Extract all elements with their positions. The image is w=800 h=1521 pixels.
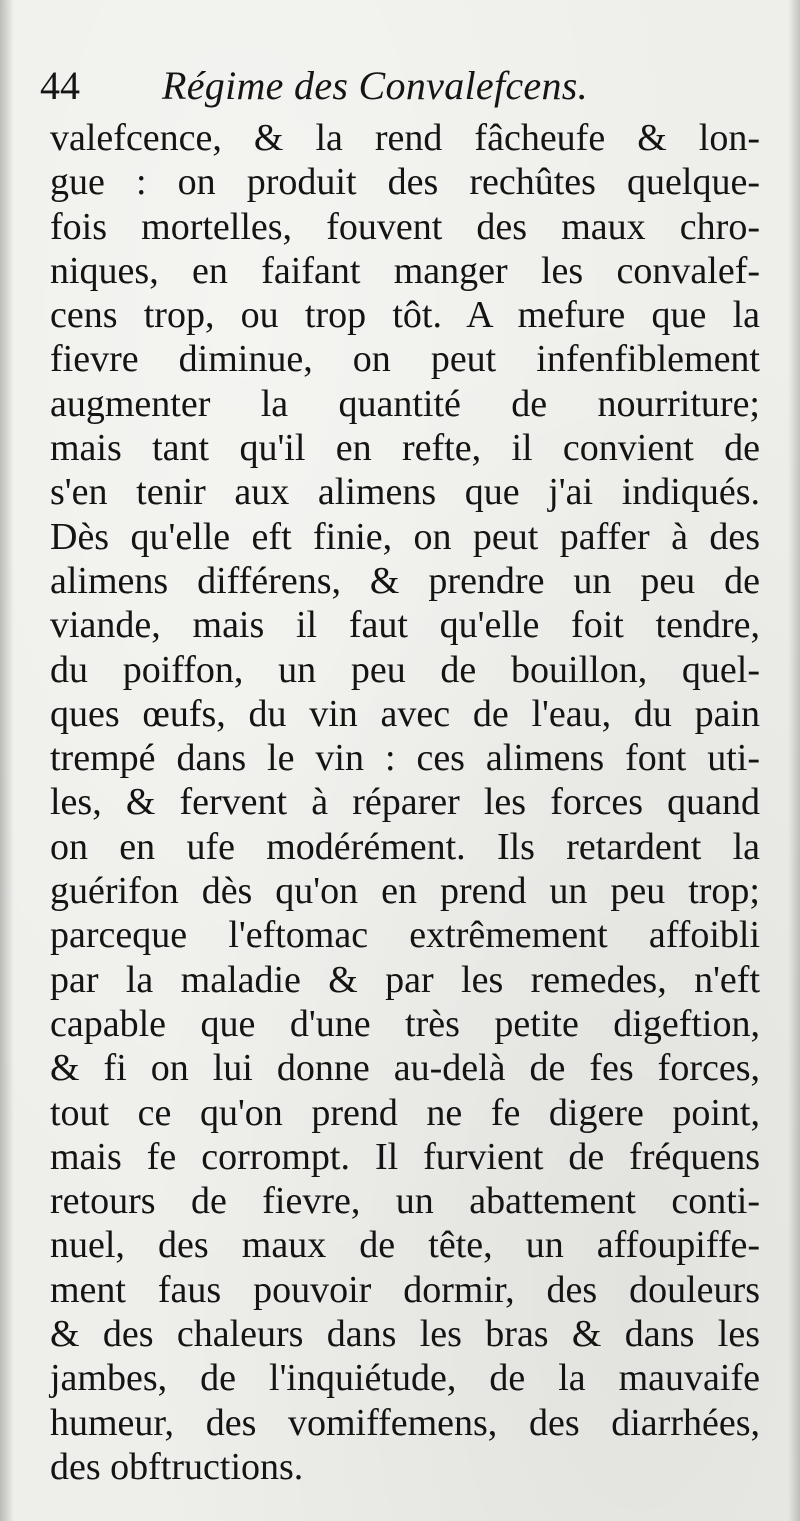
text-line: alimens différens, & prendre un peu de	[50, 559, 760, 602]
text-line: augmenter la quantité de nourriture;	[50, 382, 760, 425]
text-line: cens trop, ou trop tôt. A mefure que la	[50, 294, 760, 337]
page-number: 44	[40, 63, 80, 108]
page-edge-shadow	[788, 0, 800, 1521]
text-line: mais fe corrompt. Il furvient de fréquens	[50, 1135, 760, 1178]
text-line: humeur, des vomiffemens, des diarrhées,	[50, 1401, 760, 1444]
text-line: valefcence, & la rend fâcheufe & lon-	[50, 117, 760, 159]
text-line: niques, en faifant manger les convalef-	[50, 249, 760, 292]
text-line: mais tant qu'il en refte, il convient de	[50, 427, 760, 470]
text-line: des obftructions.	[50, 1445, 304, 1488]
text-line: du poiffon, un peu de bouillon, quel-	[50, 648, 760, 691]
text-line: & des chaleurs dans les bras & dans les	[50, 1313, 760, 1356]
gutter-shadow	[0, 0, 14, 1521]
text-line: par la maladie & par les remedes, n'eft	[50, 958, 760, 1001]
text-line: guérifon dès qu'on en prend un peu trop;	[50, 870, 760, 913]
text-line: parceque l'eftomac extrêmement affoibli	[50, 914, 760, 957]
text-line: s'en tenir aux alimens que j'ai indiqués.	[50, 471, 760, 514]
text-line: fois mortelles, fouvent des maux chro-	[50, 205, 760, 248]
text-line: & fi on lui donne au-delà de fes forces,	[50, 1047, 760, 1090]
text-line: gue : on produit des rechûtes quelque-	[50, 161, 760, 204]
text-line: fievre diminue, on peut infenfiblement	[50, 338, 760, 381]
text-line: capable que d'une très petite digeftion,	[50, 1002, 760, 1045]
running-header	[40, 62, 740, 110]
running-title: Régime des Convalefcens.	[162, 63, 588, 108]
text-line: viande, mais il faut qu'elle foit tendre,	[50, 604, 760, 647]
text-line: retours de fievre, un abattement conti-	[50, 1180, 760, 1223]
text-line: on en ufe modérément. Ils retardent la	[50, 825, 760, 868]
text-line: nuel, des maux de tête, un affoupiffe-	[50, 1224, 760, 1267]
text-line: les, & fervent à réparer les forces quand	[50, 781, 760, 824]
text-line: jambes, de l'inquiétude, de la mauvaife	[50, 1357, 760, 1400]
body-text	[50, 116, 760, 1489]
text-line: ment faus pouvoir dormir, des douleurs	[50, 1268, 760, 1311]
text-line: tout ce qu'on prend ne fe digere point,	[50, 1091, 760, 1134]
text-line: trempé dans le vin : ces alimens font uti-	[50, 737, 760, 780]
text-line: ques œufs, du vin avec de l'eau, du pain	[50, 692, 760, 735]
text-line: Dès qu'elle eft finie, on peut paffer à des	[50, 515, 760, 558]
